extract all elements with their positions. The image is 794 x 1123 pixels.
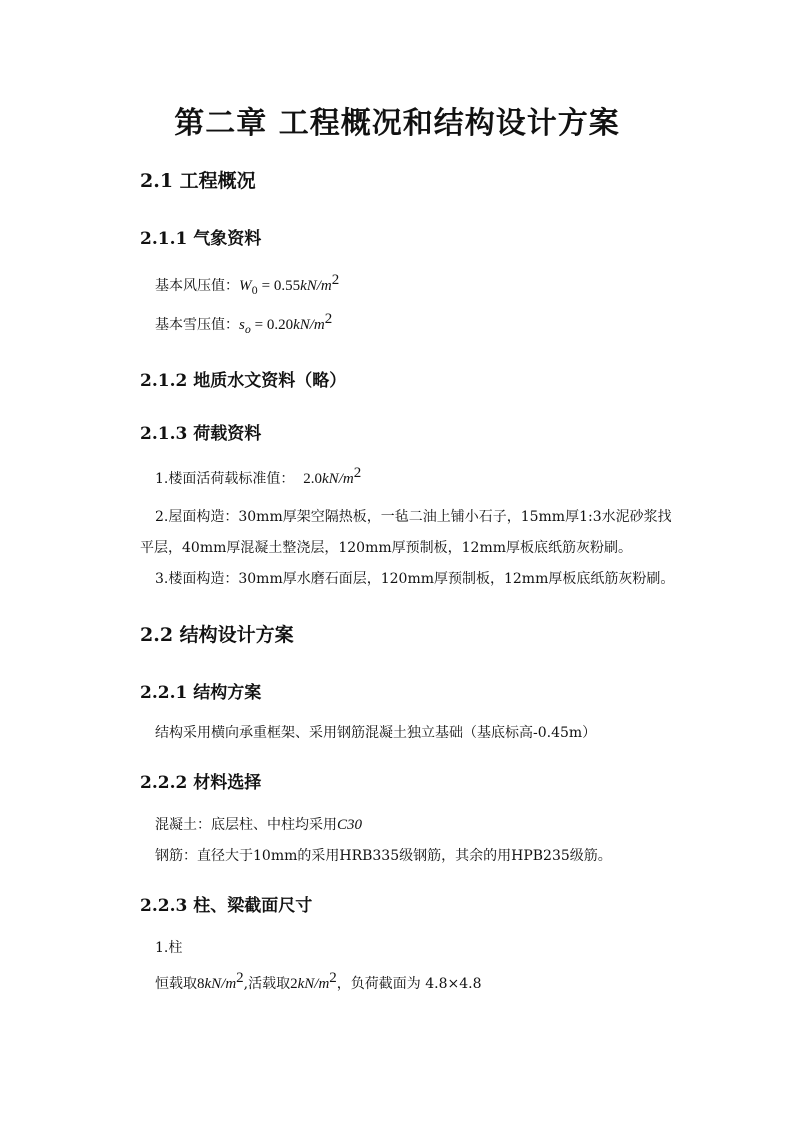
dead-load-label: 恒载取 bbox=[155, 976, 197, 992]
dead-load-unit-exp: 2 bbox=[236, 970, 244, 986]
snow-value: = 0.20 bbox=[250, 317, 294, 333]
page-title: 第二章 工程概况和结构设计方案 bbox=[174, 106, 620, 141]
floor-construction-line: 3.楼面构造：30mm厚水磨石面层，120mm厚预制板，12mm厚板底纸筋灰粉刷。 bbox=[155, 571, 675, 587]
snow-symbol: s bbox=[239, 317, 245, 333]
snow-unit-kn: kN bbox=[293, 317, 310, 333]
snow-pressure-label: 基本雪压值： bbox=[155, 317, 239, 333]
column-load-line bbox=[155, 970, 482, 993]
wind-symbol: W bbox=[239, 278, 252, 294]
section-heading-2-2-3: 2.2.3 柱、梁截面尺寸 bbox=[140, 896, 313, 916]
floor-live-load-unit-kn: kN bbox=[322, 471, 339, 487]
live-load-unit-kn: kN bbox=[297, 976, 315, 992]
snow-pressure-line bbox=[155, 311, 333, 336]
snow-subscript: o bbox=[244, 325, 251, 336]
floor-live-load-line bbox=[155, 465, 362, 488]
wind-pressure-label: 基本风压值： bbox=[155, 278, 239, 294]
section-heading-2-2: 2.2 结构设计方案 bbox=[140, 624, 294, 646]
concrete-grade: C30 bbox=[337, 817, 363, 833]
column-subheading: 1.柱 bbox=[155, 940, 183, 956]
live-load-value: 2 bbox=[290, 976, 298, 992]
section-heading-2-1-3: 2.1.3 荷载资料 bbox=[140, 424, 262, 444]
snow-unit-m: /m bbox=[309, 317, 325, 333]
wind-subscript: 0 bbox=[251, 286, 258, 297]
dead-load-value: 8 bbox=[197, 976, 205, 992]
wind-pressure-line bbox=[155, 272, 340, 297]
structural-scheme-text: 结构采用横向承重框架、采用钢筋混凝土独立基础（基底标高-0.45m） bbox=[155, 725, 597, 741]
dead-load-unit-m: /m bbox=[221, 976, 237, 992]
wind-unit-exp: 2 bbox=[331, 272, 340, 288]
section-heading-2-1: 2.1 工程概况 bbox=[140, 170, 256, 192]
floor-live-load-unit-exp: 2 bbox=[353, 465, 362, 481]
dead-load-unit-kn: kN bbox=[204, 976, 222, 992]
section-heading-2-2-1: 2.2.1 结构方案 bbox=[140, 683, 262, 703]
section-heading-2-1-2: 2.1.2 地质水文资料（略） bbox=[140, 371, 347, 391]
tributary-area-text: ，负荷截面为 4.8×4.8 bbox=[336, 976, 482, 992]
wind-value: = 0.55 bbox=[257, 278, 301, 294]
concrete-line bbox=[155, 814, 362, 834]
floor-live-load-unit-m: /m bbox=[338, 471, 354, 487]
live-load-label: ,活载取 bbox=[243, 976, 291, 992]
wind-unit-kn: kN bbox=[300, 278, 317, 294]
snow-unit-exp: 2 bbox=[324, 311, 333, 327]
live-load-unit-m: /m bbox=[314, 976, 330, 992]
concrete-label: 混凝土：底层柱、中柱均采用 bbox=[155, 817, 337, 833]
live-load-unit-exp: 2 bbox=[329, 970, 337, 986]
roof-construction-line-1: 2.屋面构造：30mm厚架空隔热板，一毡二油上铺小石子，15mm厚1:3水泥砂浆找 bbox=[155, 509, 672, 525]
roof-construction-line-2: 平层，40mm厚混凝土整浇层，120mm厚预制板，12mm厚板底纸筋灰粉刷。 bbox=[140, 540, 633, 556]
wind-unit-m: /m bbox=[316, 278, 332, 294]
floor-live-load-label: 1.楼面活荷载标准值： bbox=[155, 471, 295, 487]
section-heading-2-2-2: 2.2.2 材料选择 bbox=[140, 773, 262, 793]
rebar-line: 钢筋：直径大于10mm的采用HRB335级钢筋，其余的用HPB235级筋。 bbox=[155, 848, 612, 864]
section-heading-2-1-1: 2.1.1 气象资料 bbox=[140, 229, 262, 249]
floor-live-load-value: 2.0 bbox=[303, 471, 323, 487]
